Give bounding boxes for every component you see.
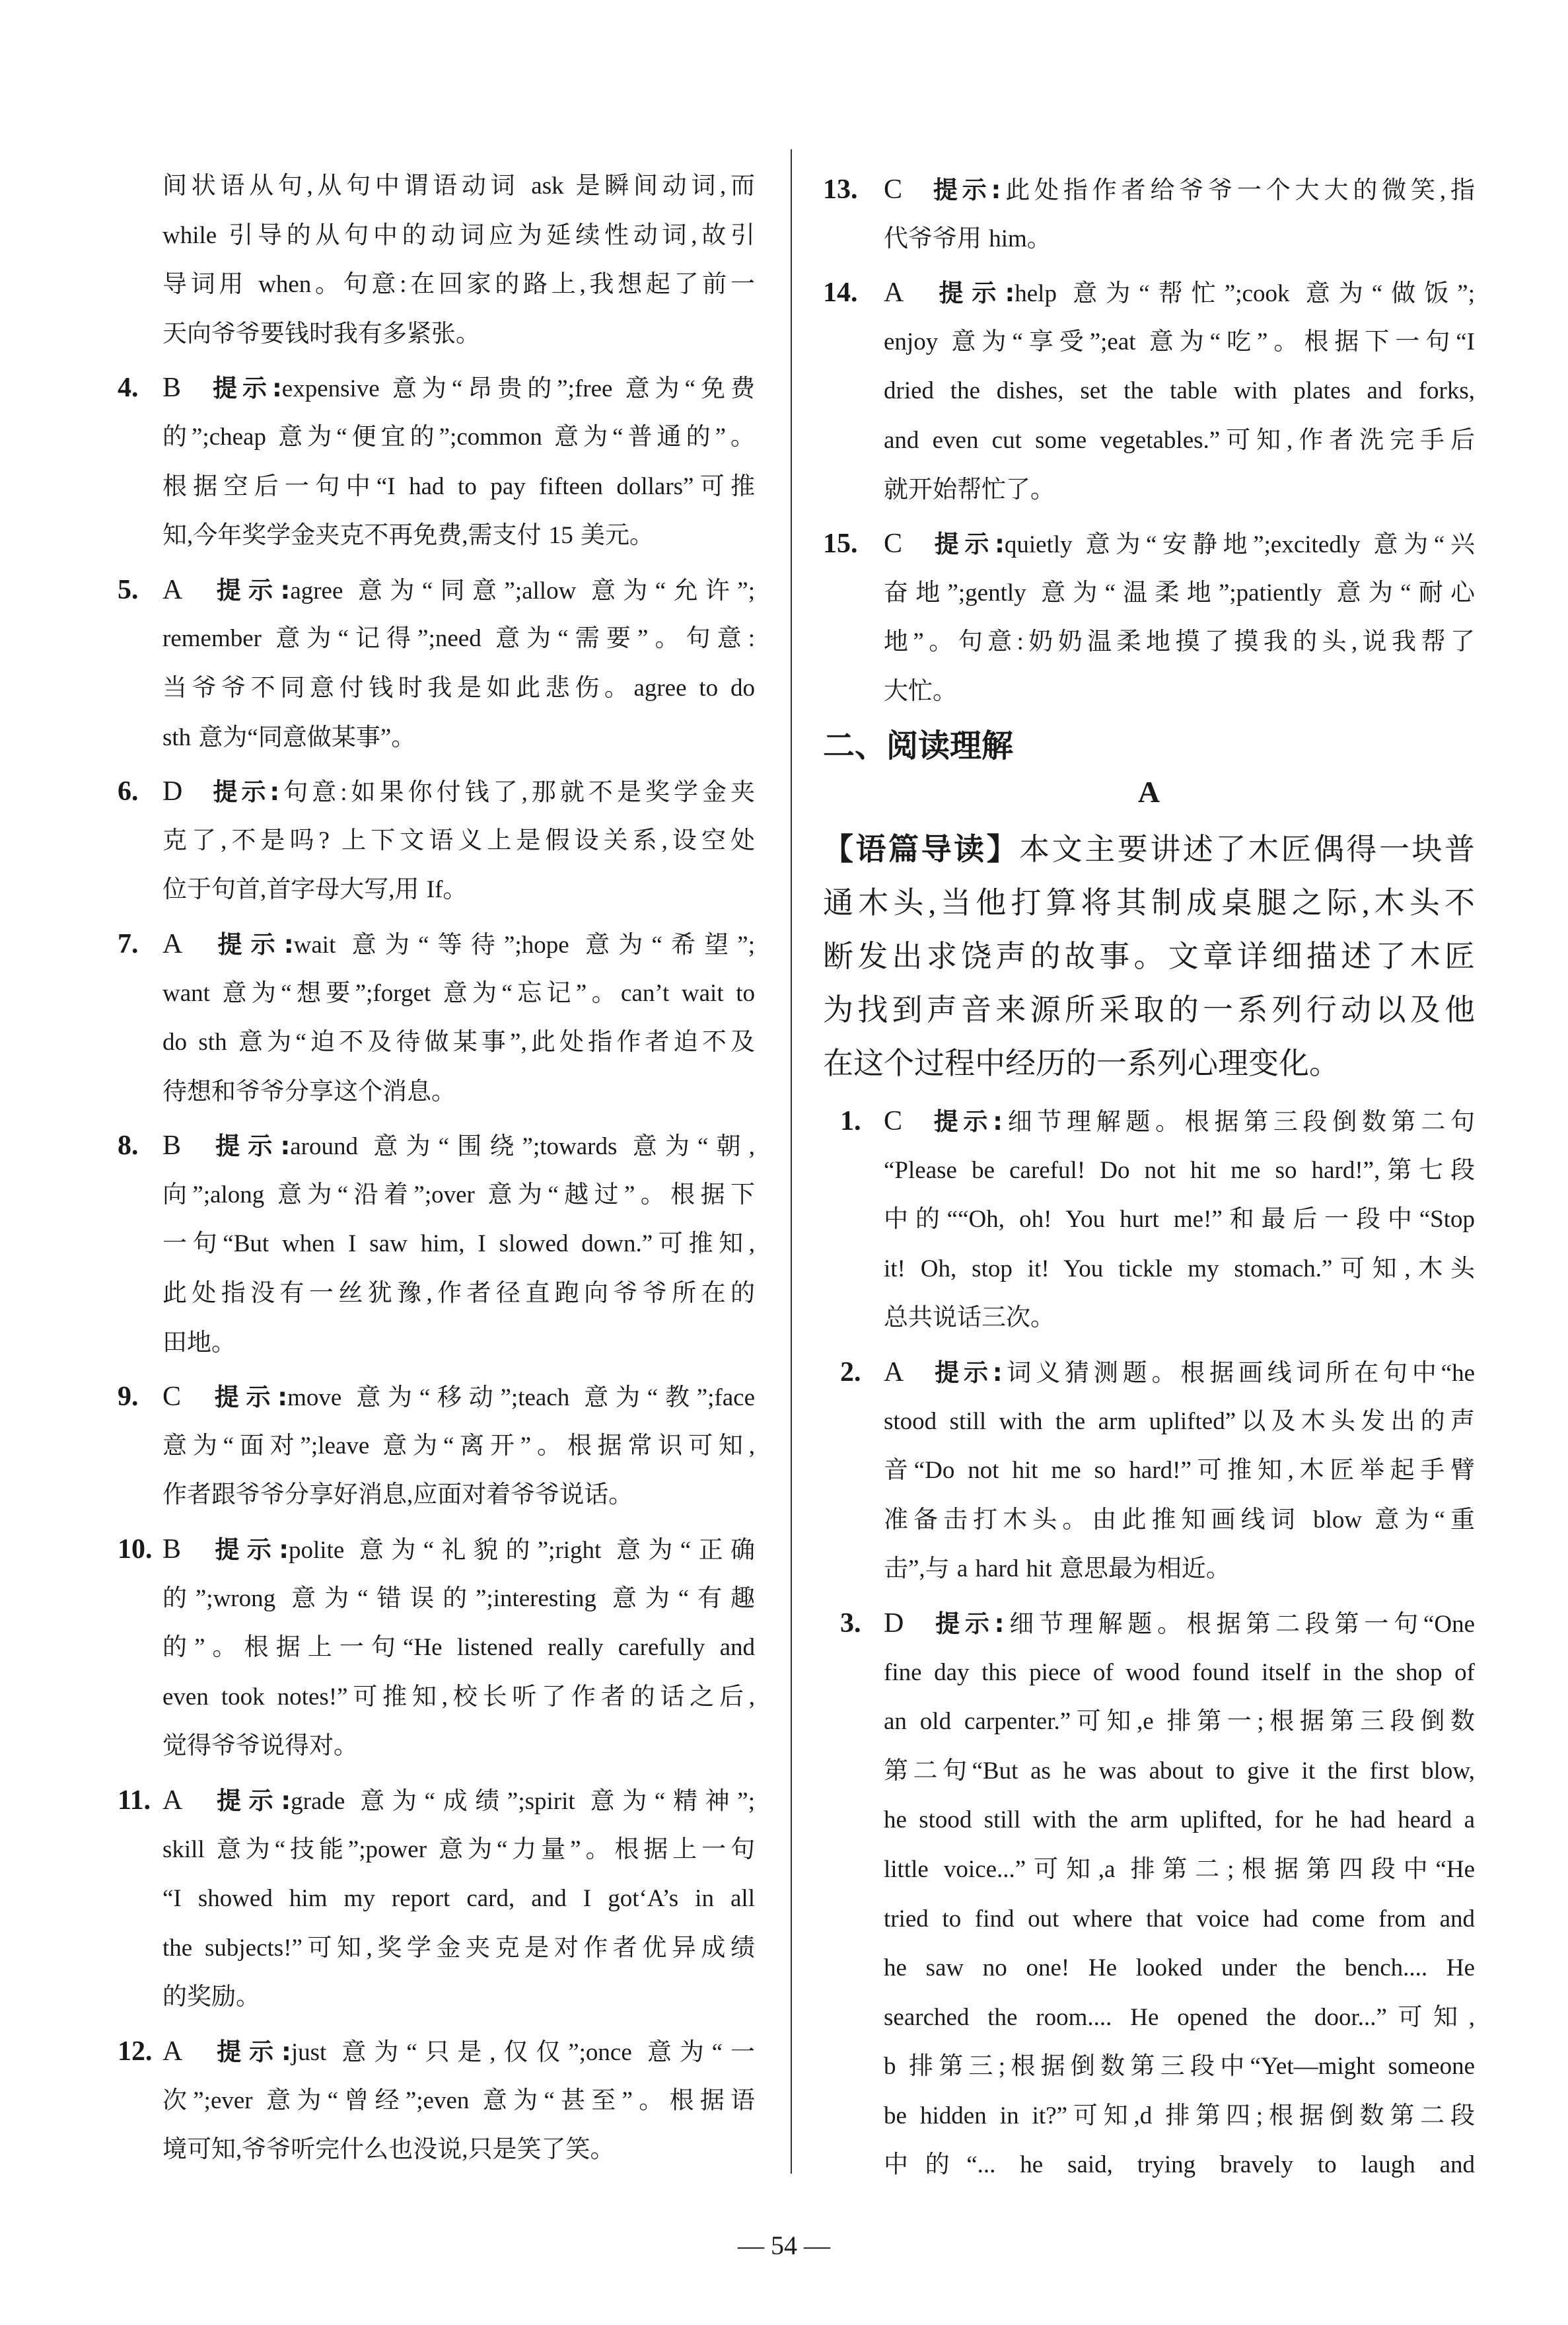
- line-text: 在这个过程中经历的一系列心理变化。: [823, 1047, 1339, 1080]
- answer-item: [118, 767, 755, 915]
- question-number: 14.: [823, 277, 858, 309]
- line-text: around 意为“围绕”;towards 意为“朝,: [290, 1133, 755, 1161]
- text-line: [162, 767, 755, 817]
- hint-label: 提示:: [209, 1787, 291, 1815]
- line-text: polite 意为“礼貌的”;right 意为“正确: [289, 1537, 755, 1565]
- line-text: 作者跟爷爷分享好消息,应面对着爷爷说话。: [162, 1481, 633, 1509]
- text-line: [162, 1973, 755, 2022]
- line-text: 向”;along 意为“沿着”;over 意为“越过”。根据下: [162, 1181, 755, 1208]
- page-number: — 54 —: [738, 2231, 830, 2260]
- text-line: [884, 1993, 1475, 2043]
- text-line: [162, 1471, 755, 1520]
- line-text: searched the room.... He opened the door...”可知,: [884, 2003, 1475, 2031]
- text-line: [884, 1195, 1475, 1245]
- text-line: [162, 1372, 755, 1422]
- text-line: [884, 569, 1475, 618]
- text-line: [162, 1220, 755, 1269]
- line-text: sth 意为“同意做某事”。: [162, 723, 416, 751]
- answer-letter: A: [162, 2036, 183, 2067]
- text-line: [162, 664, 755, 714]
- line-text: wait 意为“等待”;hope 意为“希望”;: [293, 931, 755, 959]
- line-text: remember 意为“记得”;need 意为“需要”。句意:: [162, 625, 755, 653]
- text-line: [884, 268, 1475, 318]
- line-text: 准备击打木头。由此推知画线词 blow 意为“重: [884, 1506, 1475, 1533]
- text-line: [162, 413, 755, 462]
- text-line: [162, 162, 755, 211]
- line-text: an old carpenter.”可知,e 排第一;根据第三段倒数: [884, 1708, 1475, 1736]
- intro-label: 【语篇导读】: [823, 831, 1020, 867]
- hint-label: 提示:: [209, 2037, 291, 2066]
- answer-letter: D: [162, 776, 183, 807]
- text-line: [162, 1018, 755, 1068]
- text-line: [162, 1623, 755, 1673]
- line-text: 断发出求饶声的故事。文章详细描述了木匠: [823, 940, 1475, 973]
- line-text: 待想和爷爷分享这个消息。: [162, 1078, 456, 1105]
- line-text: be hidden in it?”可知,d 排第四;根据倒数第二段: [884, 2102, 1475, 2129]
- text-line: [162, 1068, 755, 1117]
- question-number: 5.: [118, 574, 139, 605]
- line-text: 的”;cheap 意为“便宜的”;common 意为“普通的”。: [162, 423, 755, 451]
- line-text: 词义猜测题。根据画线词所在句中“he: [1002, 1359, 1475, 1387]
- hint-label: 提示:: [929, 1107, 1003, 1136]
- text-line: [162, 462, 755, 512]
- line-text: b 排第三;根据倒数第三段中“Yet—might someone: [884, 2053, 1475, 2081]
- section-title: 二、阅读理解: [823, 727, 1014, 764]
- question-number: 13.: [823, 174, 858, 205]
- line-text: 位于句首,首字母大写,用 If。: [162, 876, 468, 904]
- answer-item: [118, 363, 755, 560]
- left-column: [118, 162, 755, 2180]
- answer-item: [118, 566, 755, 762]
- line-text: 奋地”;gently 意为“温柔地”;patiently 意为“耐心: [884, 579, 1475, 607]
- answer-item: [118, 1121, 755, 1368]
- question-number: 6.: [118, 776, 139, 807]
- hint-label: 提示:: [930, 279, 1015, 308]
- line-text: agree 意为“同意”;allow 意为“允许”;: [290, 577, 755, 605]
- intro-line: [823, 823, 1475, 876]
- hint-label: 提示:: [207, 374, 282, 403]
- answer-letter: A: [884, 277, 904, 309]
- line-text: he saw no one! He looked under the bench.... He: [884, 1954, 1475, 1982]
- line-text: 总共说话三次。: [884, 1304, 1055, 1332]
- text-line: [884, 1545, 1475, 1594]
- line-text: 知,今年奖学金夹克不再免费,需支付 15 美元。: [162, 522, 654, 550]
- question-number: 8.: [118, 1130, 139, 1162]
- line-text: 中的““Oh, oh! You hurt me!”和最后一段中“Stop: [884, 1206, 1475, 1234]
- text-line: [884, 1446, 1475, 1496]
- text-line: [162, 1525, 755, 1574]
- text-line: [884, 1397, 1475, 1447]
- hint-label: 提示:: [929, 176, 1001, 204]
- line-text: 次”;ever 意为“曾经”;even 意为“甚至”。根据语: [162, 2086, 755, 2114]
- question-number: 9.: [118, 1382, 139, 1413]
- question-number: 11.: [118, 1785, 151, 1816]
- text-line: [884, 2141, 1475, 2190]
- text-line: [884, 416, 1475, 466]
- intro-line: [823, 1037, 1475, 1090]
- text-line: [884, 1146, 1475, 1196]
- hint-label: 提示:: [207, 1535, 289, 1565]
- line-text: while 引导的从句中的动词应为延续性动词,故引: [162, 221, 755, 249]
- intro-line: [823, 930, 1475, 983]
- answer-item: [823, 165, 1475, 264]
- line-text: 境可知,爷爷听完什么也没说,只是笑了笑。: [162, 2136, 615, 2164]
- answer-item: [840, 1599, 1475, 2190]
- answer-letter: B: [162, 373, 182, 404]
- line-text: fine day this piece of wood found itself in the shop of: [884, 1658, 1475, 1686]
- text-line: [162, 2125, 755, 2175]
- line-text: 此处指没有一丝犹豫,作者径直跑向爷爷所在的: [162, 1280, 755, 1308]
- text-line: [884, 2092, 1475, 2141]
- line-text: 克了,不是吗? 上下文语义上是假设关系,设空处: [162, 827, 755, 854]
- text-line: [884, 1796, 1475, 1845]
- line-text: want 意为“想要”;forget 意为“忘记”。can’t wait to: [162, 979, 755, 1007]
- answer-letter: B: [162, 1130, 182, 1162]
- text-line: [884, 318, 1475, 367]
- line-text: 意为“面对”;leave 意为“离开”。根据常识可知,: [162, 1432, 755, 1459]
- text-line: [162, 1924, 755, 1974]
- text-line: [162, 511, 755, 561]
- text-line: [884, 1294, 1475, 1343]
- line-text: expensive 意为“昂贵的”;free 意为“免费: [281, 375, 755, 403]
- line-text: 代爷爷用 him。: [884, 225, 1051, 252]
- question-number: 7.: [118, 928, 139, 959]
- line-text: 一句“But when I saw him, I slowed down.”可推知,: [162, 1230, 755, 1258]
- line-text: 地”。句意:奶奶温柔地摸了摸我的头,说我帮了: [884, 628, 1475, 656]
- line-text: 觉得爷爷说得对。: [162, 1732, 358, 1760]
- line-text: 的”。根据上一句“He listened really carefully and: [162, 1634, 755, 1662]
- line-text: even took notes!”可推知,校长听了作者的话之后,: [162, 1683, 755, 1711]
- text-line: [884, 1348, 1475, 1397]
- text-line: [162, 714, 755, 763]
- line-text: help 意为“帮忙”;cook 意为“做饭”;: [1015, 280, 1475, 308]
- text-line: [162, 969, 755, 1019]
- line-text: enjoy 意为“享受”;eat 意为“吃”。根据下一句“I: [884, 328, 1475, 355]
- line-text: quietly 意为“安静地”;excitedly 意为“兴: [1004, 531, 1475, 559]
- line-text: grade 意为“成绩”;spirit 意为“精神”;: [291, 1788, 755, 1815]
- text-line: [162, 1422, 755, 1471]
- text-line: [884, 215, 1475, 264]
- question-number: 1.: [840, 1106, 861, 1136]
- line-text: 本文主要讲述了木匠偶得一块普: [1019, 832, 1475, 866]
- line-text: 根据空后一句中“I had to pay fifteen dollars”可推: [162, 472, 755, 500]
- question-number: 12.: [118, 2036, 153, 2067]
- hint-label: 提示:: [930, 1358, 1003, 1387]
- line-text: move 意为“移动”;teach 意为“教”;face: [287, 1384, 755, 1412]
- line-text: “I showed him my report card, and I got‘A’s in all: [162, 1885, 755, 1913]
- passage-intro: [823, 823, 1475, 1090]
- text-line: [162, 1121, 755, 1171]
- line-text: the subjects!”可知,奖学金夹克是对作者优异成绩: [162, 1934, 755, 1962]
- line-text: 通木头,当他打算将其制成桌腿之际,木头不: [823, 886, 1475, 920]
- answer-item: [823, 268, 1475, 515]
- question-number: 2.: [840, 1356, 861, 1387]
- text-line: [162, 310, 755, 359]
- text-line: [162, 260, 755, 310]
- text-line: [884, 618, 1475, 667]
- text-line: [162, 2027, 755, 2077]
- line-text: he stood still with the arm uplifted, for he had heard a: [884, 1806, 1475, 1834]
- line-text: little voice...”可知,a 排第二;根据第四段中“He: [884, 1855, 1475, 1883]
- text-line: [162, 566, 755, 615]
- question-number: 15.: [823, 529, 858, 560]
- line-text: 为找到声音来源所采取的一系列行动以及他: [823, 993, 1475, 1027]
- line-text: dried the dishes, set the table with plates and forks,: [884, 377, 1475, 405]
- question-number: 10.: [118, 1534, 153, 1565]
- line-text: “Please be careful! Do not hit me so hard!”,第七段: [884, 1156, 1475, 1184]
- line-text: 就开始帮忙了。: [884, 476, 1055, 503]
- text-line: [162, 614, 755, 664]
- text-line: [162, 1171, 755, 1220]
- question-number: 3.: [840, 1607, 861, 1639]
- hint-label: 提示:: [209, 930, 294, 959]
- hint-label: 提示:: [930, 1609, 1005, 1638]
- text-line: [162, 1722, 755, 1771]
- answer-item: [840, 1097, 1475, 1343]
- line-text: stood still with the arm uplifted”以及木头发出的声: [884, 1407, 1475, 1435]
- right-column-reading: [840, 1097, 1475, 2195]
- text-line: [162, 363, 755, 413]
- answer-letter: A: [884, 1356, 904, 1387]
- text-line: [884, 1895, 1475, 1944]
- answer-letter: B: [162, 1534, 182, 1565]
- text-line: [884, 367, 1475, 416]
- text-line: [162, 1826, 755, 1875]
- answer-item: [162, 162, 755, 359]
- text-line: [162, 1776, 755, 1826]
- line-text: 此处指作者给爷爷一个大大的微笑,指: [1001, 177, 1475, 204]
- text-line: [884, 1845, 1475, 1895]
- text-line: [884, 165, 1475, 215]
- text-line: [162, 1874, 755, 1924]
- text-line: [162, 1319, 755, 1368]
- text-line: [884, 466, 1475, 515]
- text-line: [162, 920, 755, 969]
- answer-letter: C: [884, 1106, 903, 1136]
- text-line: [162, 1574, 755, 1624]
- text-line: [162, 1673, 755, 1722]
- intro-line: [823, 983, 1475, 1037]
- answer-letter: A: [162, 928, 183, 959]
- line-text: 音“Do not hit me so hard!”可推知,木匠举起手臂: [884, 1457, 1475, 1485]
- line-text: 田地。: [162, 1329, 236, 1356]
- text-line: [884, 1599, 1475, 1648]
- line-text: just 意为“只是,仅仅”;once 意为“一: [291, 2038, 755, 2066]
- text-line: [884, 2042, 1475, 2092]
- line-text: 大忙。: [884, 677, 957, 705]
- answer-letter: A: [162, 574, 183, 605]
- line-text: 细节理解题。根据第三段倒数第二句: [1002, 1109, 1475, 1136]
- text-line: [884, 1944, 1475, 1993]
- line-text: 句意:如果你付钱了,那就不是奖学金夹: [279, 779, 755, 807]
- answer-letter: A: [162, 1785, 183, 1816]
- line-text: 导词用 when。句意:在回家的路上,我想起了前一: [162, 271, 755, 299]
- text-line: [884, 1648, 1475, 1698]
- answer-item: [823, 519, 1475, 716]
- answer-letter: C: [162, 1382, 182, 1413]
- text-line: [884, 1496, 1475, 1545]
- hint-label: 提示:: [207, 1132, 291, 1161]
- answer-item: [118, 2027, 755, 2175]
- intro-line: [823, 876, 1475, 930]
- text-line: [162, 2077, 755, 2126]
- text-line: [884, 1097, 1475, 1146]
- line-text: 第二句“But as he was about to give it the first blow,: [884, 1757, 1475, 1785]
- hint-label: 提示:: [929, 530, 1005, 559]
- answer-item: [118, 1372, 755, 1520]
- hint-label: 提示:: [207, 1383, 288, 1412]
- line-text: 击”,与 a hard hit 意思最为相近。: [884, 1555, 1230, 1583]
- line-text: 细节理解题。根据第二段第一句“One: [1004, 1610, 1475, 1638]
- answer-letter: D: [884, 1607, 904, 1639]
- line-text: skill 意为“技能”;power 意为“力量”。根据上一句: [162, 1835, 755, 1863]
- line-text: it! Oh, stop it! You tickle my stomach.”可知,木头: [884, 1255, 1475, 1282]
- text-line: [884, 1747, 1475, 1796]
- text-line: [884, 1245, 1475, 1294]
- hint-label: 提示:: [209, 575, 291, 605]
- line-text: do sth 意为“迫不及待做某事”,此处指作者迫不及: [162, 1029, 755, 1056]
- text-line: [162, 866, 755, 915]
- line-text: 的奖励。: [162, 1983, 260, 2011]
- hint-label: 提示:: [209, 778, 280, 807]
- line-text: 的”;wrong 意为“错误的”;interesting 意为“有趣: [162, 1584, 755, 1612]
- line-text: 当爷爷不同意付钱时我是如此悲伤。agree to do: [162, 674, 755, 702]
- answer-item: [118, 1525, 755, 1771]
- text-line: [884, 1697, 1475, 1747]
- line-text: tried to find out where that voice had come from and: [884, 1905, 1475, 1933]
- line-text: 中的“... he said, trying bravely to laugh and: [884, 2151, 1475, 2179]
- line-text: and even cut some vegetables.”可知,作者洗完手后: [884, 426, 1475, 454]
- text-line: [162, 817, 755, 866]
- text-line: [162, 211, 755, 261]
- text-line: [884, 519, 1475, 569]
- answer-item: [840, 1348, 1475, 1594]
- question-number: 4.: [118, 373, 139, 404]
- answer-item: [118, 1776, 755, 2022]
- answer-letter: C: [884, 529, 903, 560]
- answer-letter: C: [884, 174, 903, 205]
- answer-item: [118, 920, 755, 1117]
- text-line: [884, 667, 1475, 717]
- passage-letter: A: [1137, 775, 1160, 809]
- text-line: [162, 1269, 755, 1319]
- line-text: 间状语从句,从句中谓语动词 ask 是瞬间动词,而: [162, 172, 755, 200]
- line-text: 天向爷爷要钱时我有多紧张。: [162, 320, 480, 348]
- column-divider: [791, 149, 792, 2174]
- right-column-cloze: [823, 165, 1475, 721]
